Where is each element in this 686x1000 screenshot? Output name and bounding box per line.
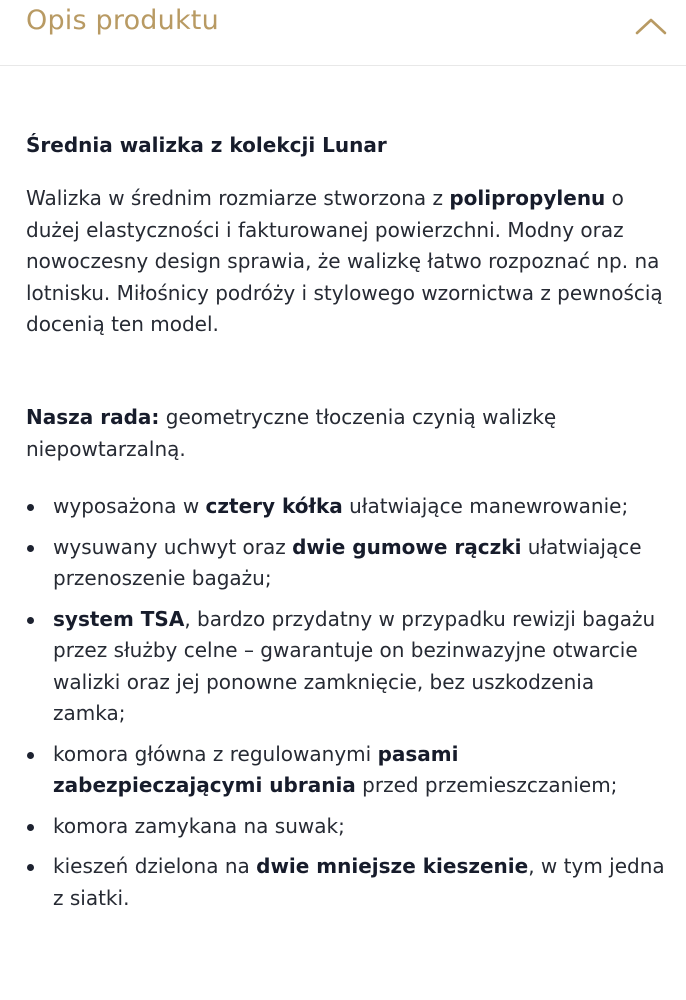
feature-text: wyposażona w — [53, 494, 206, 518]
list-item — [26, 739, 666, 802]
feature-text: komora zamykana na suwak; — [53, 813, 345, 838]
bullet-icon — [27, 545, 34, 552]
bullet-icon — [27, 752, 34, 759]
product-description-header[interactable] — [0, 0, 686, 66]
feature-text-cont: ułatwiające manewrowanie; — [342, 494, 629, 518]
feature-bold: dwie gumowe rączki — [292, 534, 522, 559]
feature-bold: cztery kółka — [205, 494, 343, 518]
feature-text: kieszeń dzielona na — [53, 854, 257, 878]
tip-paragraph — [26, 402, 666, 465]
list-item — [26, 811, 666, 843]
section-title: Opis produktu — [26, 5, 219, 36]
feature-bold: system TSA — [53, 606, 185, 631]
chevron-up-icon[interactable] — [634, 12, 668, 38]
feature-bold: dwie mniejsze kieszenie — [256, 854, 529, 878]
feature-list — [26, 491, 666, 923]
list-item — [26, 851, 666, 914]
feature-text: komora główna z regulowanymi — [53, 741, 378, 766]
bullet-icon — [27, 617, 34, 624]
tip-label: Nasza rada: — [26, 405, 160, 429]
list-item — [26, 604, 666, 730]
feature-bold: pasami zabezpieczającymi ubrania — [53, 741, 459, 797]
feature-text-cont: ułatwiające przenoszenie bagażu; — [53, 534, 642, 590]
bullet-icon — [27, 504, 34, 511]
feature-text-cont: , bardzo przydatny w przypadku rewizji bagażu przez służby celne – gwarantuje on bezinwazyjne otwarcie walizki oraz jej ponowne zamknięcie, bez uszkodzenia zamka; — [53, 606, 656, 725]
description-text: Walizka w średnim rozmiarze stworzona z — [26, 186, 450, 210]
product-description — [26, 183, 666, 341]
description-bold: polipropylenu — [449, 186, 606, 210]
bullet-icon — [27, 864, 34, 871]
list-item — [26, 532, 666, 595]
description-text-cont: o dużej elastyczności i fakturowanej powierzchni. Modny oraz nowoczesny design sprawia, że walizkę łatwo rozpoznać np. na lotnisku. Miłośnicy podróży i stylowego wzornictwa z pewnością docenią ten model. — [26, 186, 663, 336]
tip-text: geometryczne tłoczenia czynią walizkę niepowtarzalną. — [26, 405, 557, 461]
bullet-icon — [27, 824, 34, 831]
product-heading: Średnia walizka z kolekcji Lunar — [26, 133, 387, 157]
feature-text-cont: , w tym jedna z siatki. — [53, 854, 665, 910]
feature-text-cont: przed przemieszczaniem; — [355, 773, 618, 797]
list-item — [26, 491, 666, 523]
feature-text: wysuwany uchwyt oraz — [53, 534, 293, 559]
